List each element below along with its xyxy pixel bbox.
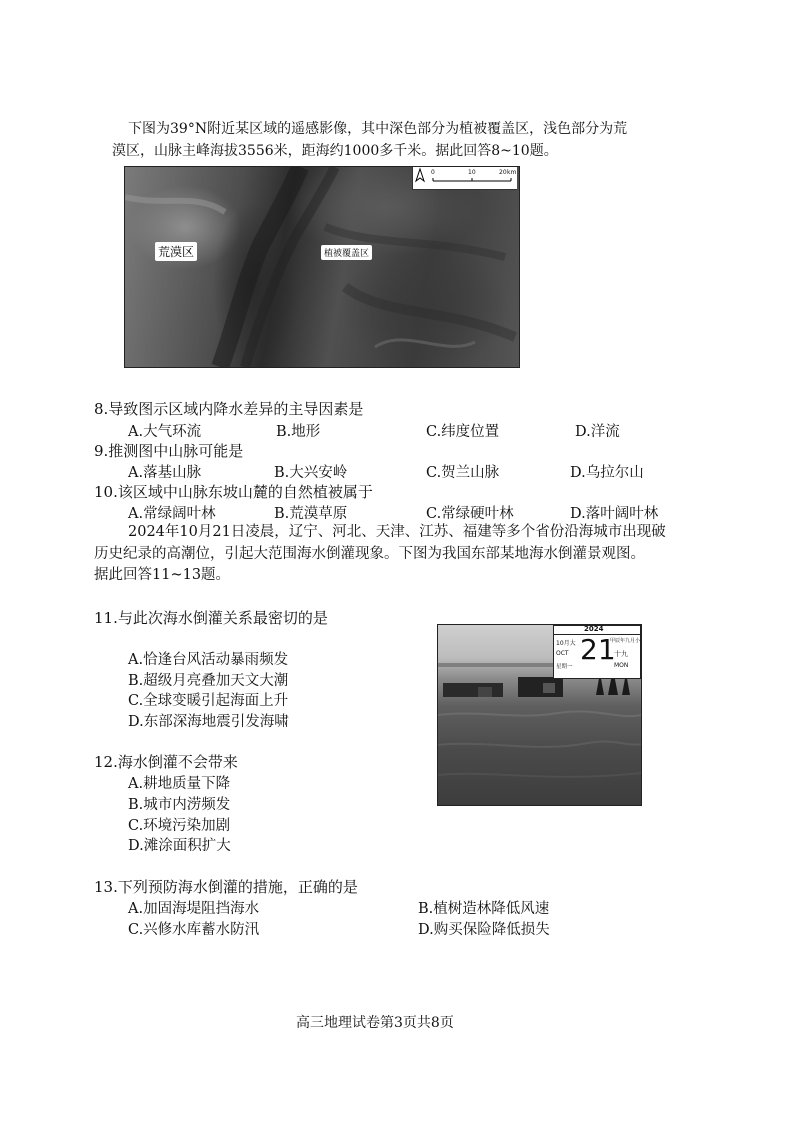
intro-11-13-line2: 历史纪录的高潮位，引起大范围海水倒灌现象。下图为我国东部某地海水倒灌景观图。 xyxy=(94,546,645,562)
question-12-option-a: A.耕地质量下降 xyxy=(128,776,231,792)
question-12-option-b: B.城市内涝频发 xyxy=(128,797,231,813)
question-11-option-a: A.恰逢台风活动暴雨频发 xyxy=(128,652,289,668)
calendar-weekday-en: MON xyxy=(614,662,629,669)
question-12-stem: 12.海水倒灌不会带来 xyxy=(94,753,238,771)
question-8-option-a: A.大气环流 xyxy=(128,424,202,440)
scale-tick-0: 0 xyxy=(431,169,435,176)
question-13-option-b: B.植树造林降低风速 xyxy=(418,901,550,917)
question-10-option-a: A.常绿阔叶林 xyxy=(128,506,216,522)
question-13-option-d: D.购买保险降低损失 xyxy=(418,922,550,938)
question-9-option-c: C.贺兰山脉 xyxy=(426,465,500,481)
question-11-stem: 11.与此次海水倒灌关系最密切的是 xyxy=(94,609,328,627)
question-12-option-d: D.滩涂面积扩大 xyxy=(128,838,231,854)
page-footer: 高三地理试卷第3页共8页 xyxy=(296,1015,454,1031)
calendar-day: 21 xyxy=(580,633,616,666)
question-13-stem: 13.下列预防海水倒灌的措施，正确的是 xyxy=(94,878,358,896)
question-9-option-b: B.大兴安岭 xyxy=(274,465,348,481)
question-10-option-d: D.落叶阔叶林 xyxy=(570,506,659,522)
calendar-overlay xyxy=(553,625,641,679)
intro-8-10-line2: 漠区，山脉主峰海拔3556米，距海约1000多千米。据此回答8~10题。 xyxy=(112,143,558,159)
vegetation-label: 植被覆盖区 xyxy=(321,245,372,260)
scale-bar xyxy=(412,167,517,190)
question-8-stem: 8.导致图示区域内降水差异的主导因素是 xyxy=(94,400,364,418)
question-8-option-b: B.地形 xyxy=(276,424,321,440)
remote-sensing-image xyxy=(124,166,520,368)
question-10-option-c: C.常绿硬叶林 xyxy=(426,506,514,522)
question-9-stem: 9.推测图中山脉可能是 xyxy=(94,442,244,460)
question-8-option-d: D.洋流 xyxy=(575,424,620,440)
question-11-option-d: D.东部深海地震引发海啸 xyxy=(128,714,289,730)
calendar-year: 2024 xyxy=(584,625,604,633)
calendar-weekday-cn: 星期一 xyxy=(556,664,573,670)
intro-11-13-line1: 2024年10月21日凌晨，辽宁、河北、天津、江苏、福建等多个省份沿海城市出现破 xyxy=(128,524,666,540)
question-10-option-b: B.荒漠草原 xyxy=(274,506,348,522)
intro-11-13-line3: 据此回答11~13题。 xyxy=(94,567,231,583)
question-9-option-d: D.乌拉尔山 xyxy=(570,465,644,481)
flood-photo xyxy=(437,624,642,806)
calendar-month-cn: 10月大 xyxy=(556,640,576,647)
question-8-option-c: C.纬度位置 xyxy=(426,424,500,440)
question-11-option-c: C.全球变暖引起海面上升 xyxy=(128,693,289,709)
question-13-option-a: A.加固海堤阻挡海水 xyxy=(128,901,260,917)
calendar-lunar-day: 十九 xyxy=(614,650,628,658)
question-11-option-b: B.超级月亮叠加天文大潮 xyxy=(128,673,289,689)
scale-tick-20: 20 xyxy=(499,169,507,176)
desert-label: 荒漠区 xyxy=(155,242,197,261)
question-13-option-c: C.兴修水库蓄水防汛 xyxy=(128,922,260,938)
scale-tick-10: 10 xyxy=(468,169,476,176)
question-12-option-c: C.环境污染加剧 xyxy=(128,818,231,834)
calendar-lunar-header: 甲辰年九月小 xyxy=(610,638,641,644)
scale-unit: km xyxy=(507,169,517,176)
calendar-month-en: OCT xyxy=(556,650,569,657)
question-9-option-a: A.落基山脉 xyxy=(128,465,202,481)
intro-8-10-line1: 下图为39°N附近某区域的遥感影像，其中深色部分为植被覆盖区，浅色部分为荒 xyxy=(128,121,628,137)
terrain-texture xyxy=(125,167,519,367)
question-10-stem: 10.该区域中山脉东坡山麓的自然植被属于 xyxy=(94,483,373,501)
